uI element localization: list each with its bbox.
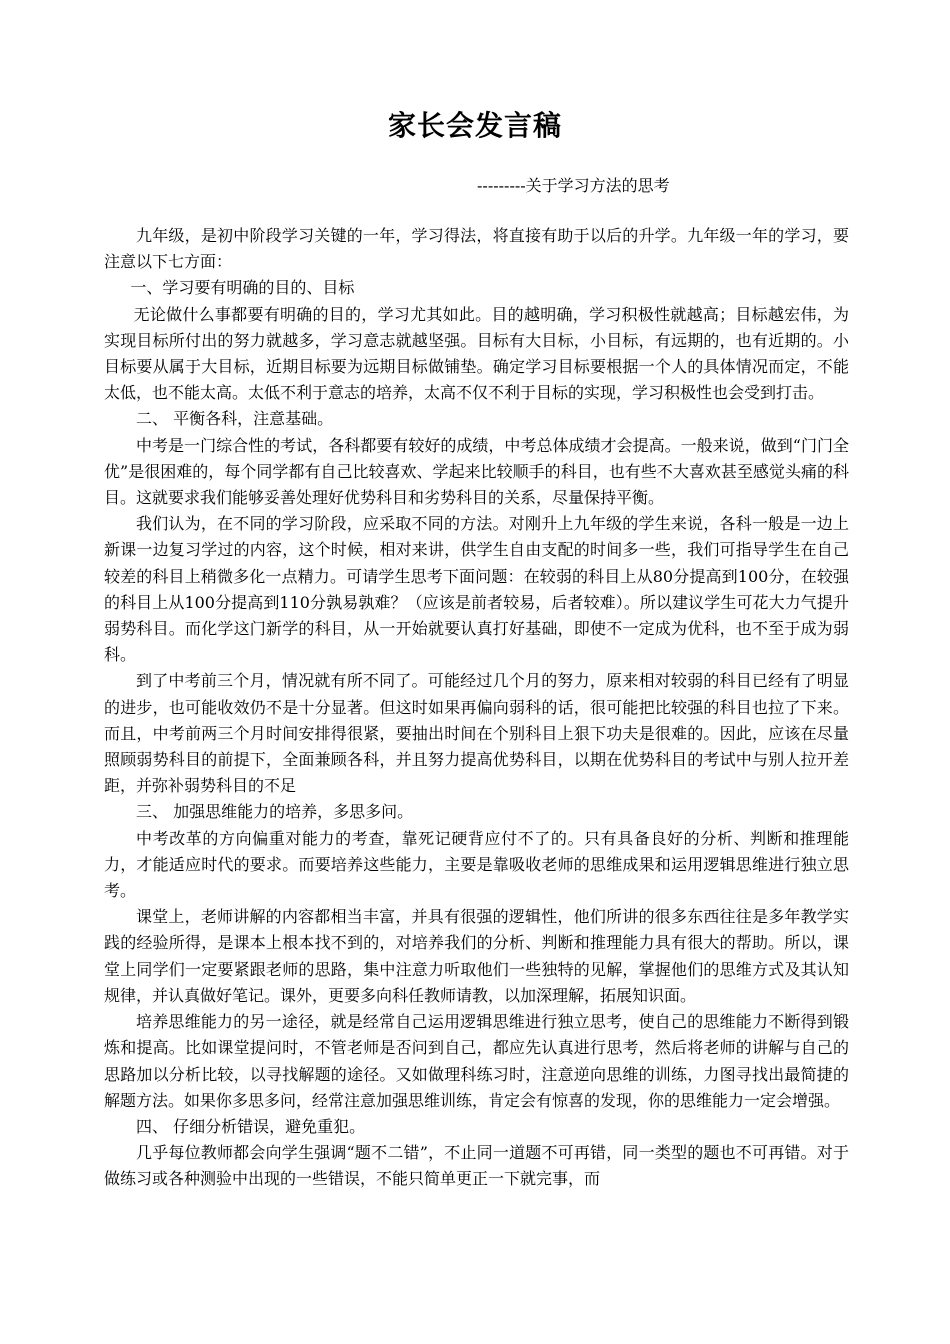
section-heading-4: 四、 仔细分析错误，避免重犯。 [136, 1116, 366, 1136]
section-heading-1: 一、学习要有明确的目的、目标 [130, 278, 355, 298]
paragraph: 我们认为，在不同的学习阶段，应采取不同的方法。对刚升上九年级的学生来说，各科一般是一边上新课一边复习学过的内容，这个时候，相对来讲，供学生自由支配的时间多一些，我们可指导学生在自己较差的科目上稍微多化一点精力。可请学生思考下面问题：在较弱的科目上从80分提高到100分，在较强的科目上从100分提高到110分孰易孰难？（应该是前者较易，后者较难）。所以建议学生可花大力气提升弱势科目。而化学这门新学的科目，从一开始就要认真打好基础，即使不一定成为优科，也不至于成为弱科。 [104, 514, 849, 665]
paragraph: 几乎每位教师都会向学生强调“题不二错”，不止同一道题不可再错，同一类型的题也不可再错。对于做练习或各种测验中出现的一些错误，不能只简单更正一下就完事，而 [104, 1143, 849, 1189]
paragraph: 课堂上，老师讲解的内容都相当丰富，并具有很强的逻辑性，他们所讲的很多东西往往是多年教学实践的经验所得，是课本上根本找不到的，对培养我们的分析、判断和推理能力具有很大的帮助。所以，课堂上同学们一定要紧跟老师的思路，集中注意力听取他们一些独特的见解，掌握他们的思维方式及其认知规律，并认真做好笔记。课外，更要多向科任教师请教，以加深理解，拓展知识面。 [104, 907, 849, 1005]
section-heading-3: 三、 加强思维能力的培养，多思多问。 [136, 802, 414, 822]
section-heading-2: 二、 平衡各科，注意基础。 [136, 409, 334, 429]
paragraph: 到了中考前三个月，情况就有所不同了。可能经过几个月的努力，原来相对较弱的科目已经有了明显的进步，也可能收效仍不是十分显著。但这时如果再偏向弱科的话，很可能把比较强的科目也拉了下来。而且，中考前两三个月时间安排得很紧，要抽出时间在个别科目上狠下功夫是很难的。因此，应该在尽量照顾弱势科目的前提下，全面兼顾各科，并且努力提高优势科目，以期在优势科目的考试中与别人拉开差距，并弥补弱势科目的不足 [104, 671, 849, 796]
paragraph: 中考改革的方向偏重对能力的考查，靠死记硬背应付不了的。只有具备良好的分析、判断和推理能力，才能适应时代的要求。而要培养这些能力，主要是靠吸收老师的思维成果和运用逻辑思维进行独立思考。 [104, 828, 849, 901]
paragraph: 无论做什么事都要有明确的目的，学习尤其如此。目的越明确，学习积极性就越高；目标越宏伟，为实现目标所付出的努力就越多，学习意志就越坚强。目标有大目标，小目标，有远期的，也有近期的。小目标要从属于大目标，近期目标要为远期目标做铺垫。确定学习目标要根据一个人的具体情况而定，不能太低，也不能太高。太低不利于意志的培养，太高不仅不利于目标的实现，学习积极性也会受到打击。 [104, 304, 849, 403]
paragraph-intro: 九年级，是初中阶段学习关键的一年，学习得法，将直接有助于以后的升学。九年级一年的学习，要注意以下七方面： [104, 226, 849, 272]
document-title: 家长会发言稿 [387, 109, 562, 142]
paragraph: 培养思维能力的另一途径，就是经常自己运用逻辑思维进行独立思考，使自己的思维能力不断得到锻炼和提高。比如课堂提问时，不管老师是否问到自己，都应先认真进行思考，然后将老师的讲解与自己的思路加以分析比较，以寻找解题的途径。又如做理科练习时，注意逆向思维的训练，力图寻找出最简捷的解题方法。如果你多思多问，经常注意加强思维训练，肯定会有惊喜的发现，你的思维能力一定会增强。 [104, 1012, 849, 1110]
paragraph: 中考是一门综合性的考试，各科都要有较好的成绩，中考总体成绩才会提高。一般来说，做到“门门全优”是很困难的，每个同学都有自己比较喜欢、学起来比较顺手的科目，也有些不大喜欢甚至感觉头痛的科目。这就要求我们能够妥善处理好优势科目和劣势科目的关系，尽量保持平衡。 [104, 435, 849, 508]
document-body [104, 223, 849, 1193]
document-subtitle: ---------关于学习方法的思考 [477, 176, 670, 195]
